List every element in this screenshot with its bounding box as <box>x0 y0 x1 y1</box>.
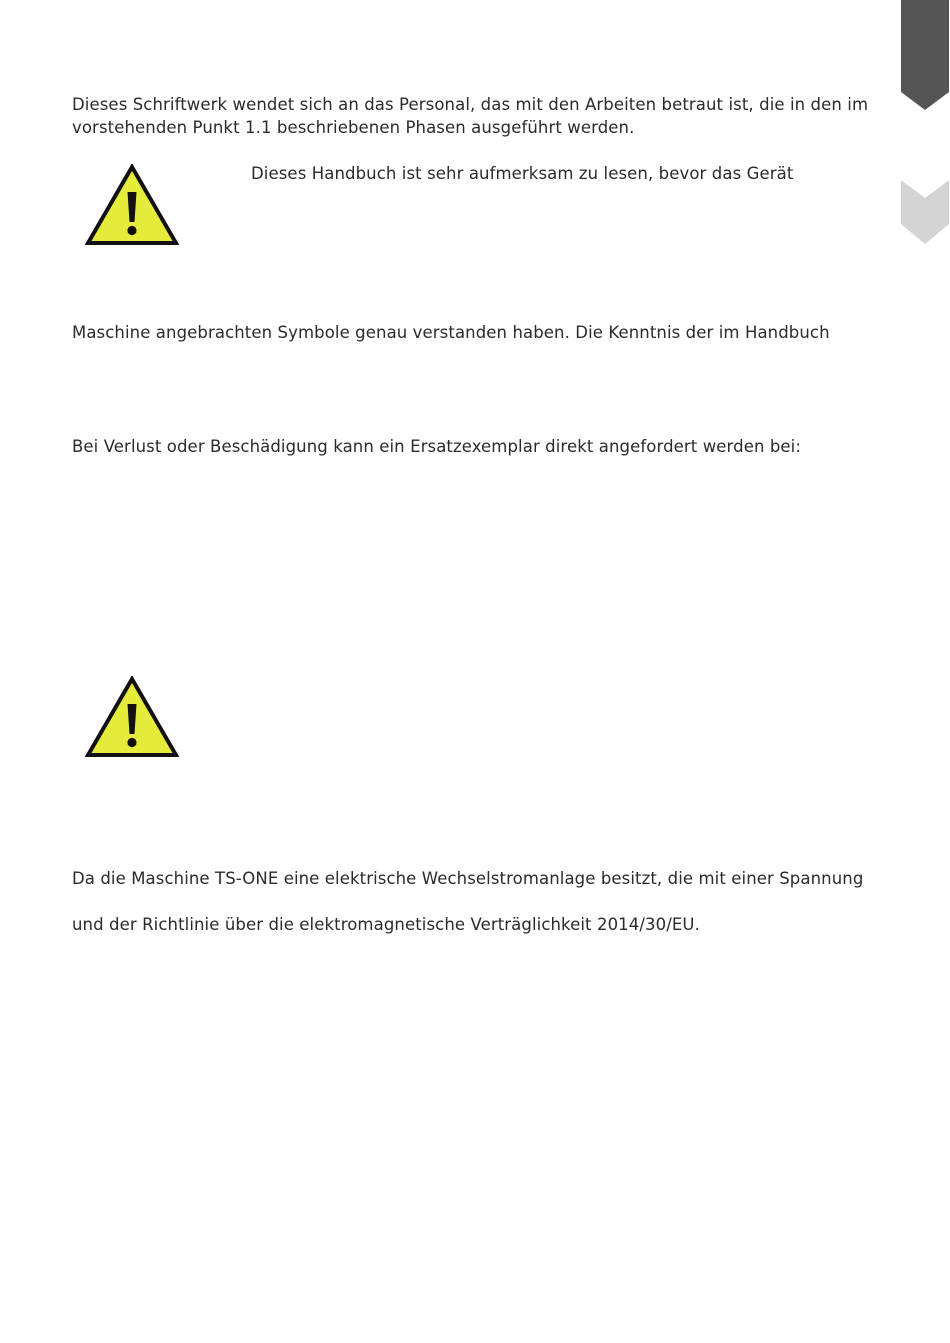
intro-line-1: Dieses Schriftwerk wendet sich an das Personal, das mit den Arbeiten betraut ist, die in den im <box>72 95 869 114</box>
intro-paragraph <box>72 93 868 139</box>
maschine-symbole-text: Maschine angebrachten Symbole genau verstanden haben. Die Kenntnis der im Handbuch <box>72 323 830 342</box>
warning-triangle-icon <box>85 164 179 246</box>
intro-line-2: vorstehenden Punkt 1.1 beschriebenen Phasen ausgeführt werden. <box>72 118 635 137</box>
handbuch-warning-text: Dieses Handbuch ist sehr aufmerksam zu lesen, bevor das Gerät <box>251 164 794 183</box>
chevron-down-icon <box>901 180 949 244</box>
ts-one-electrical-text: Da die Maschine TS-ONE eine elektrische Wechselstromanlage besitzt, die mit einer Spannung <box>72 869 864 888</box>
emv-richtlinie-text: und der Richtlinie über die elektromagnetische Verträglichkeit 2014/30/EU. <box>72 915 700 934</box>
warning-triangle-icon <box>85 676 179 758</box>
ersatzexemplar-text: Bei Verlust oder Beschädigung kann ein Ersatzexemplar direkt angefordert werden bei: <box>72 437 802 456</box>
chapter-tab-icon <box>901 0 949 110</box>
